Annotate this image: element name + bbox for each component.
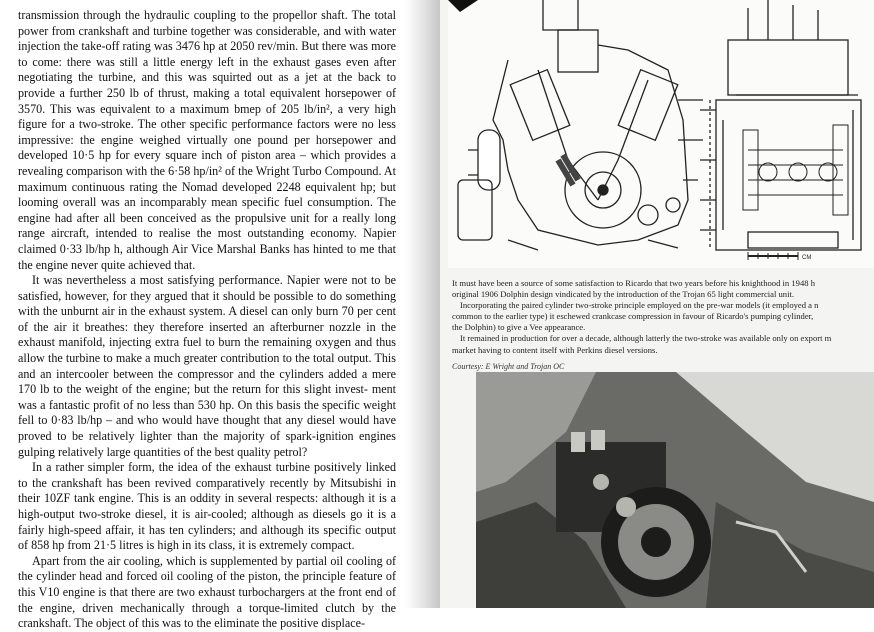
paragraph (18, 554, 396, 632)
text-line: of the cylinder head and forced oil cooling of the piston, the principle feature (18, 553, 397, 584)
text-line: figure for a two-stroke. The other specific performance factors were no less (18, 117, 396, 132)
figure-caption (452, 278, 874, 356)
text-line: have proved to be relatively lighter than the majority of spark-ignition (18, 413, 396, 444)
text-line: developed 10·5 hp for every square inch of piston area – which provides a (18, 148, 396, 163)
caption-line: Incorporating the paired cylinder two-stroke principle employed on the pre-war models (it employed a n (460, 300, 819, 311)
text-line: power from crankshaft and turbine together was considerable, and with (18, 23, 366, 38)
text-line: transmission through the hydraulic coupling to the propellor shaft. The total (18, 8, 396, 22)
text-line: after negotiating the turbine, and this was squirted out as a jet at the back (18, 54, 396, 85)
text-line: was more to come: there was still a little energy left in the exhaust gases even (18, 39, 396, 69)
text-line: the crankshaft. The object of this was to the eliminate the positive displace- (18, 600, 397, 631)
text-line: to provide a further 250 lb of thrust, making a total equivalent horsepower (18, 70, 396, 100)
text-line: allow the turbine to make a much greater contribution to the total output. (18, 351, 372, 366)
text-line: In a rather simpler form, the idea of the exhaust turbine positively linked (32, 460, 396, 475)
text-line: mere 170 lb to the weight of the engine; but the return for this slight invest- (18, 366, 396, 397)
text-line: satisfied, however, for they argued that it should be possible to do something (18, 288, 396, 303)
left-page (0, 0, 410, 631)
page-gutter (405, 0, 445, 608)
caption-line: original 1906 Dolphin design vindicated by the introduction of the Trojan 65 light commercial unit. (452, 289, 795, 300)
photo-credit: Courtesy: E Wright and Trojan OC (452, 362, 565, 371)
text-line: of 858 hp from 21·5 litres is high in its class, it is extremely compact. (18, 538, 355, 553)
body-text (18, 8, 396, 632)
text-line: of this V10 engine is that there are two exhaust turbochargers at the front (18, 569, 396, 599)
text-line: water injection the take-off rating was 3476 hp at 2050 rev/min. But there (18, 23, 396, 54)
text-line: weight fell to 0·83 lb/hp – and who would have thought that any diesel would (18, 397, 396, 428)
caption-line: the Dolphin) to give a Vee appearance. (452, 322, 586, 333)
text-line: Apart from the air cooling, which is supplemented by partial oil cooling (32, 553, 383, 568)
text-line: to me that the engine never quite achieved that. (18, 241, 396, 272)
text-line: of the air it breathes: they therefore inserted an afterburner nozzle in the (18, 319, 396, 334)
text-line: ment was a fantastic profit of no less than 530 hp. On this basis the specific (18, 382, 396, 412)
caption-line: common to the earlier type) it eschewed crankcase compression in favour of Ricardo's pumping cylinder, (452, 311, 814, 322)
text-line: long range aircraft, intended to realise the most outstanding economy. (18, 210, 396, 241)
text-line: to the crankshaft has been revived comparatively recently by Mitsubishi in (18, 475, 396, 490)
text-line: impressive: the engine weighed virtually one pound per horsepower and (18, 132, 396, 147)
text-line: exhaust manifold, injecting extra fuel to burn the remaining oxygen and thus (18, 335, 396, 350)
paragraph (18, 8, 396, 273)
text-line: revealing comparison with the 6·58 hp/in² of the Wright Turbo Compound. (18, 163, 382, 178)
text-line: The engine had after all been conceived as the propulsive unit for a really (18, 195, 396, 225)
text-line: It was nevertheless a most satisfying performance. Napier were not to be (32, 273, 396, 288)
text-line: of 3570. This was equivalent to a maximum bmep of 205 lb/in², a very high (18, 85, 397, 116)
text-line: fairly high-speed affair, it has ten cylinders; and although its specific output (18, 522, 396, 537)
caption-line: market having to content itself with Perkins diesel versions. (452, 344, 658, 355)
paragraph (18, 460, 396, 554)
text-line: high-output two-stroke diesel, it is air-cooled; although as diesels go it is a (18, 507, 396, 521)
paragraph (18, 273, 396, 460)
text-line: with the unburnt air in the exhaust system. A diesel can only burn 70 per cent (18, 304, 396, 319)
text-line: end of the engine, driven mechanically through a torque-limited clutch by (18, 584, 396, 615)
text-line: engines gulping relatively large quantities of the best quality petrol? (18, 429, 396, 459)
text-line: This and an intercooler between the compressor and the cylinders added a (18, 351, 396, 381)
caption-line: It must have been a source of some satisfaction to Ricardo that two years before his knighthood in 1948 h (452, 278, 815, 288)
right-page (440, 0, 874, 608)
text-line: their 10ZF tank engine. This is an oddity in several respects: although it is a (18, 491, 396, 506)
scale-label: CM (802, 255, 812, 261)
text-line: Napier claimed 0·33 lb/hp h, although Air Vice Marshal Banks has hinted (18, 226, 396, 256)
engine-cutaway-drawing (448, 0, 874, 268)
caption-line: It remained in production for over a decade, although latterly the two-stroke was available only on export m (460, 333, 832, 344)
text-line: but looming overall was an incomparably mean specific fuel consumption. (18, 179, 396, 210)
text-line: At maximum continuous rating the Nomad developed 2248 equivalent hp; (18, 163, 396, 194)
engine-photograph (476, 372, 874, 608)
